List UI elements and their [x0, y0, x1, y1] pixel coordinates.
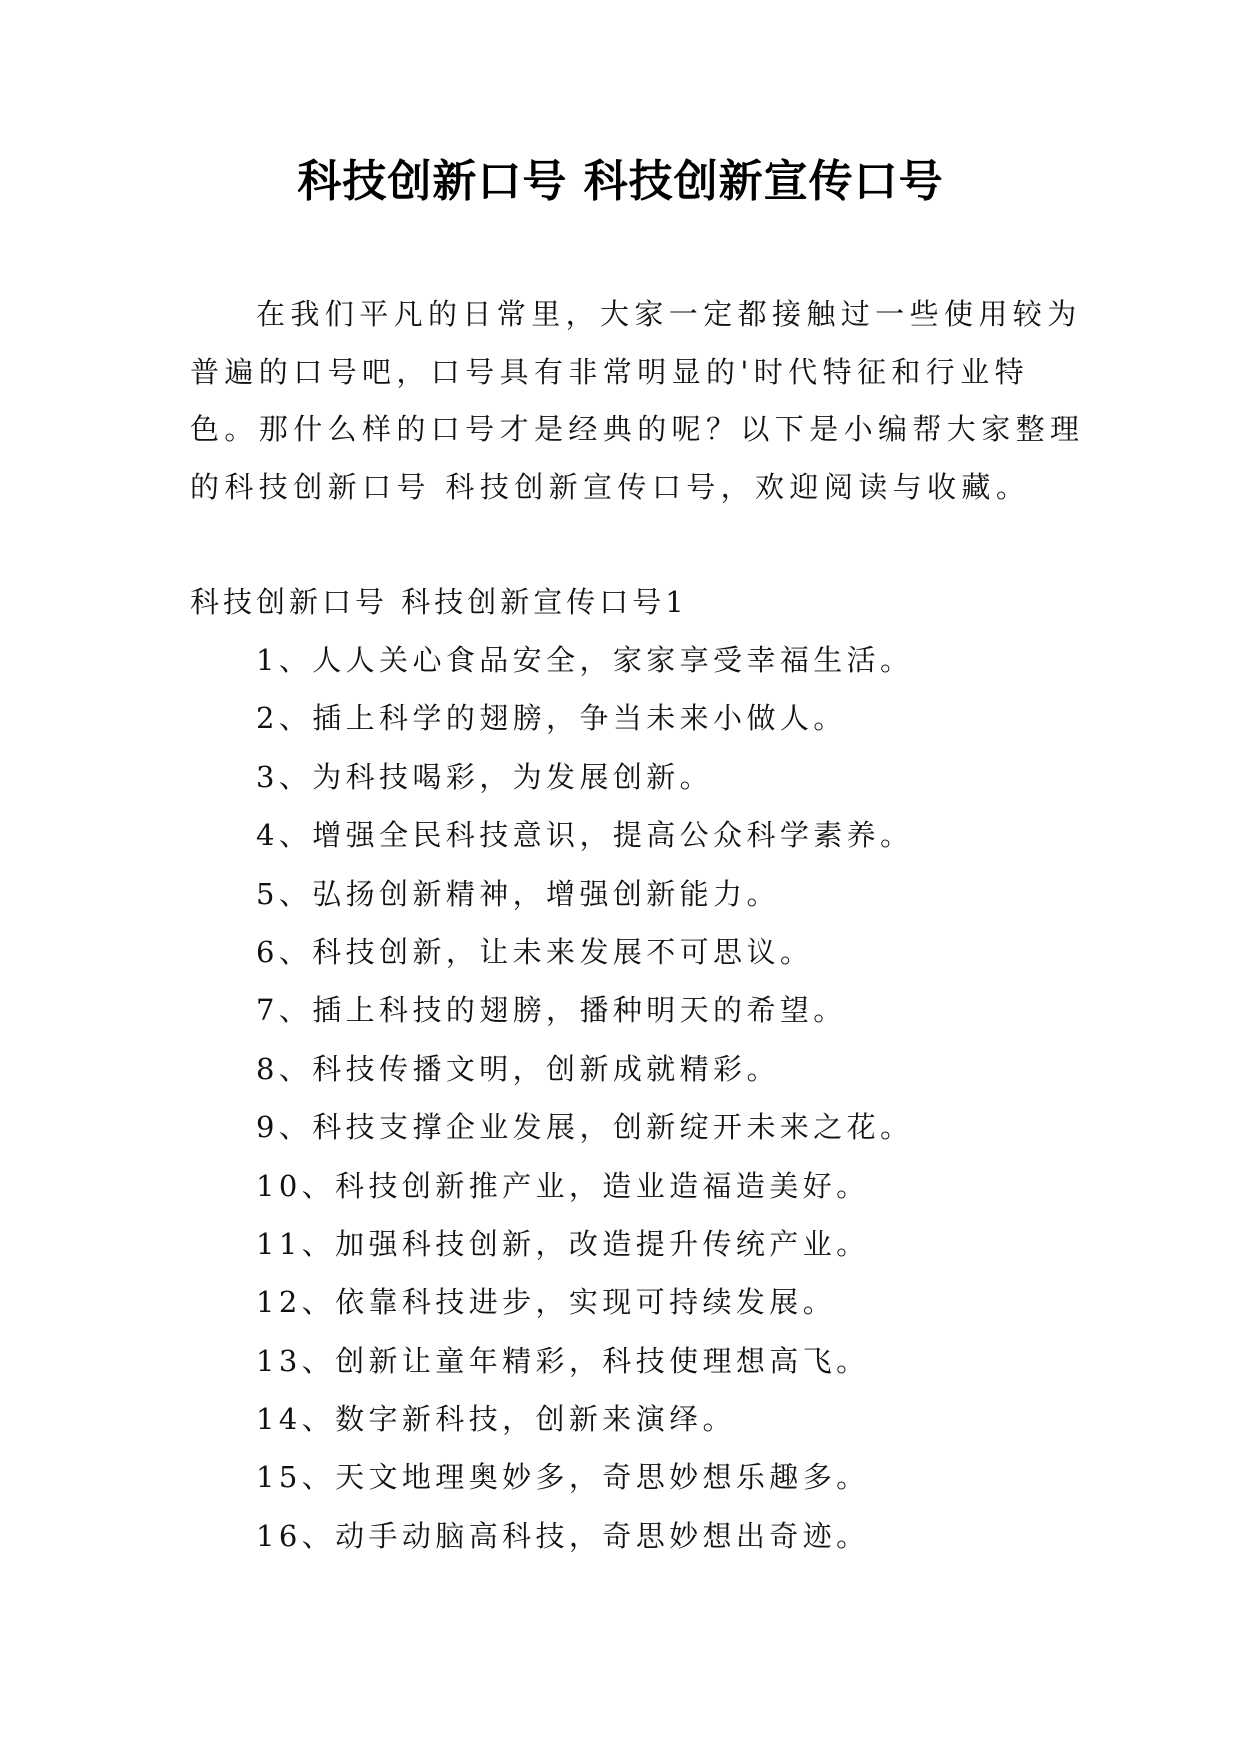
- slogan-item: 8、科技传播文明，创新成就精彩。: [256, 1051, 780, 1086]
- slogan-item: 6、科技创新，让未来发展不可思议。: [256, 934, 814, 969]
- slogan-item: 13、创新让童年精彩，科技使理想高飞。: [256, 1343, 870, 1378]
- slogan-item: 2、插上科学的翅膀，争当未来小做人。: [256, 701, 847, 736]
- slogan-item: 9、科技支撑企业发展，创新绽开未来之花。: [256, 1110, 914, 1145]
- slogan-item: 14、数字新科技，创新来演绎。: [256, 1402, 736, 1437]
- document-title: 科技创新口号 科技创新宣传口号: [297, 156, 944, 207]
- slogan-item: 4、增强全民科技意识，提高公众科学素养。: [256, 818, 914, 853]
- section-heading: 科技创新口号 科技创新宣传口号1: [190, 585, 688, 619]
- slogan-item: 5、弘扬创新精神，增强创新能力。: [256, 876, 780, 911]
- slogan-list: [256, 640, 1116, 1574]
- slogan-item: 15、天文地理奥妙多，奇思妙想乐趣多。: [256, 1460, 870, 1495]
- slogan-item: 10、科技创新推产业，造业造福造美好。: [256, 1168, 870, 1203]
- slogan-item: 16、动手动脑高科技，奇思妙想出奇迹。: [256, 1518, 870, 1553]
- intro-paragraph: 在我们平凡的日常里，大家一定都接触过一些使用较为普遍的口号吧，口号具有非常明显的'时代特征和行业特色。那什么样的口号才是经典的呢？以下是小编帮大家整理的科技创新口号 科技创新宣传口号，欢迎阅读与收藏。: [190, 297, 1085, 504]
- slogan-item: 3、为科技喝彩，为发展创新。: [256, 759, 714, 794]
- slogan-item: 12、依靠科技进步，实现可持续发展。: [256, 1285, 837, 1320]
- slogan-item: 1、人人关心食品安全，家家享受幸福生活。: [256, 643, 914, 677]
- slogan-item: 7、插上科技的翅膀，播种明天的希望。: [256, 993, 847, 1028]
- slogan-item: 11、加强科技创新，改造提升传统产业。: [256, 1226, 870, 1261]
